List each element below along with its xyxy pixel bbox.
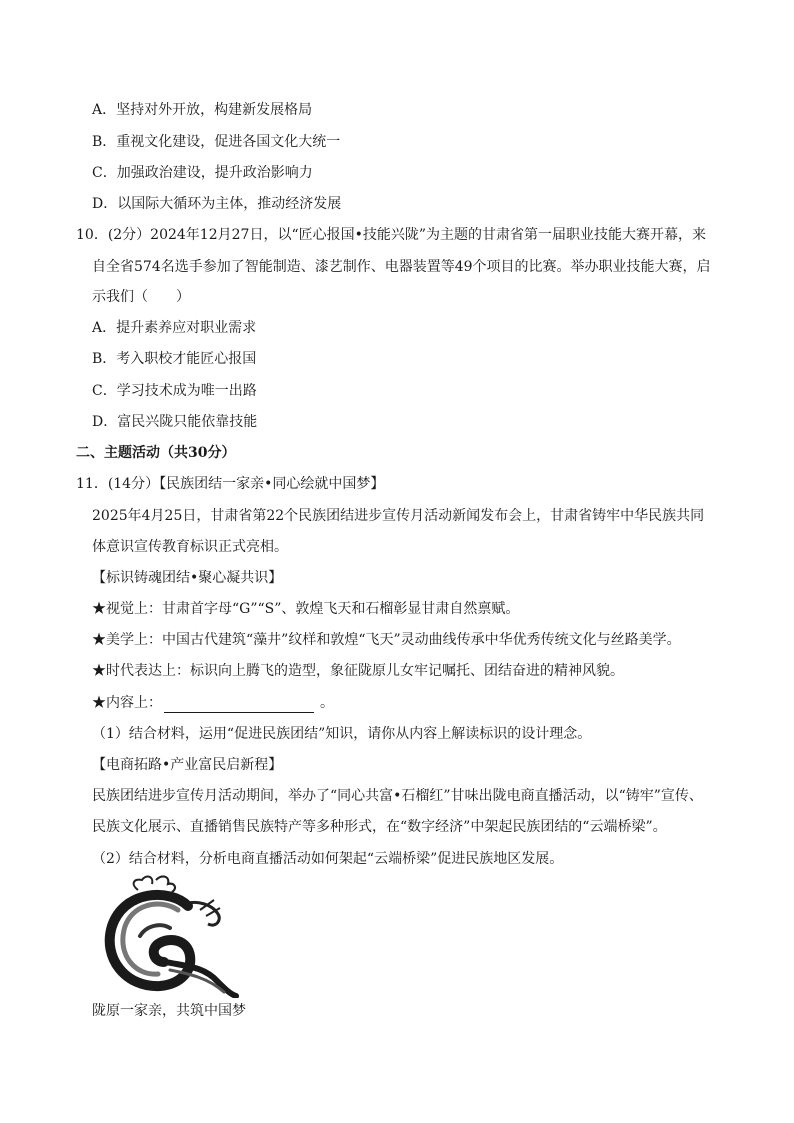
q11-subtitle-1: 【标识铸魂团结•聚心凝共识】 xyxy=(92,570,283,586)
q10-option-b: B．考入职校才能匠心报国 xyxy=(92,351,257,367)
q11-bullet-aesthetic: ★美学上：中国古代建筑“藻井”纹样和敦煌“飞天”灵动曲线传承中华优秀传统文化与丝路美学。 xyxy=(92,632,681,648)
q10-option-a: A．提升素养应对职业需求 xyxy=(92,320,257,336)
q11-para2-line1: 民族团结进步宣传月活动期间，举办了“同心共富•石榴红”甘味出陇电商直播活动，以“铸牢”宣传、 xyxy=(92,788,703,804)
q11-bullet-visual: ★视觉上：甘肃首字母“G”“S”、敦煌飞天和石榴彰显甘肃自然禀赋。 xyxy=(92,601,520,617)
q11-para2-line2: 民族文化展示、直播销售民族特产等多种形式，在“数字经济”中架起民族团结的“云端桥梁”。 xyxy=(92,819,667,835)
q10-stem-line1: 10．(2分）2024年12月27日，以“匠心报国•技能兴陇”为主题的甘肃省第一届职业技能大赛开幕，来 xyxy=(76,227,707,243)
section2-title: 二、主题活动（共30分） xyxy=(76,445,236,461)
q10-stem-line3: 示我们（ ） xyxy=(92,289,190,305)
q11-intro-line2: 体意识宣传教育标识正式亮相。 xyxy=(92,539,288,555)
gansu-unity-logo xyxy=(100,870,240,998)
q11-question-2: （2）结合材料，分析电商直播活动如何架起“云端桥梁”促进民族地区发展。 xyxy=(92,851,564,867)
q11-subtitle-2: 【电商拓路•产业富民启新程】 xyxy=(92,757,283,773)
q9-option-d: D．以国际大循环为主体，推动经济发展 xyxy=(92,196,342,212)
q11-intro-line1: 2025年4月25日，甘肃省第22个民族团结进步宣传月活动新闻发布会上，甘肃省铸牢中华民族共同 xyxy=(92,508,705,524)
q11-header: 11．(14分）【民族团结一家亲•同心绘就中国梦】 xyxy=(76,476,385,492)
q10-option-d: D．富民兴陇只能依靠技能 xyxy=(92,414,258,430)
q9-option-c: C．加强政治建设，提升政治影响力 xyxy=(92,165,313,181)
q9-option-b: B．重视文化建设，促进各国文化大统一 xyxy=(92,134,341,150)
q11-question-1: （1）结合材料，运用“促进民族团结”知识，请你从内容上解读标识的设计理念。 xyxy=(92,726,592,742)
q11-bullet-era: ★时代表达上：标识向上腾飞的造型，象征陇原儿女牢记嘱托、团结奋进的精神风貌。 xyxy=(92,663,624,679)
q10-option-c: C．学习技术成为唯一出路 xyxy=(92,383,257,399)
logo-caption: 陇原一家亲，共筑中国梦 xyxy=(92,1003,246,1019)
q11-bullet-content-end: 。 xyxy=(320,695,334,711)
q11-bullet-content xyxy=(92,693,334,713)
answer-blank[interactable] xyxy=(164,697,314,713)
q9-option-a: A．坚持对外开放，构建新发展格局 xyxy=(92,102,313,118)
q11-bullet-content-label: ★内容上： xyxy=(92,695,162,711)
q10-stem-line2: 自全省574名选手参加了智能制造、漆艺制作、电器装置等49个项目的比赛。举办职业技能大赛，启 xyxy=(92,259,711,275)
